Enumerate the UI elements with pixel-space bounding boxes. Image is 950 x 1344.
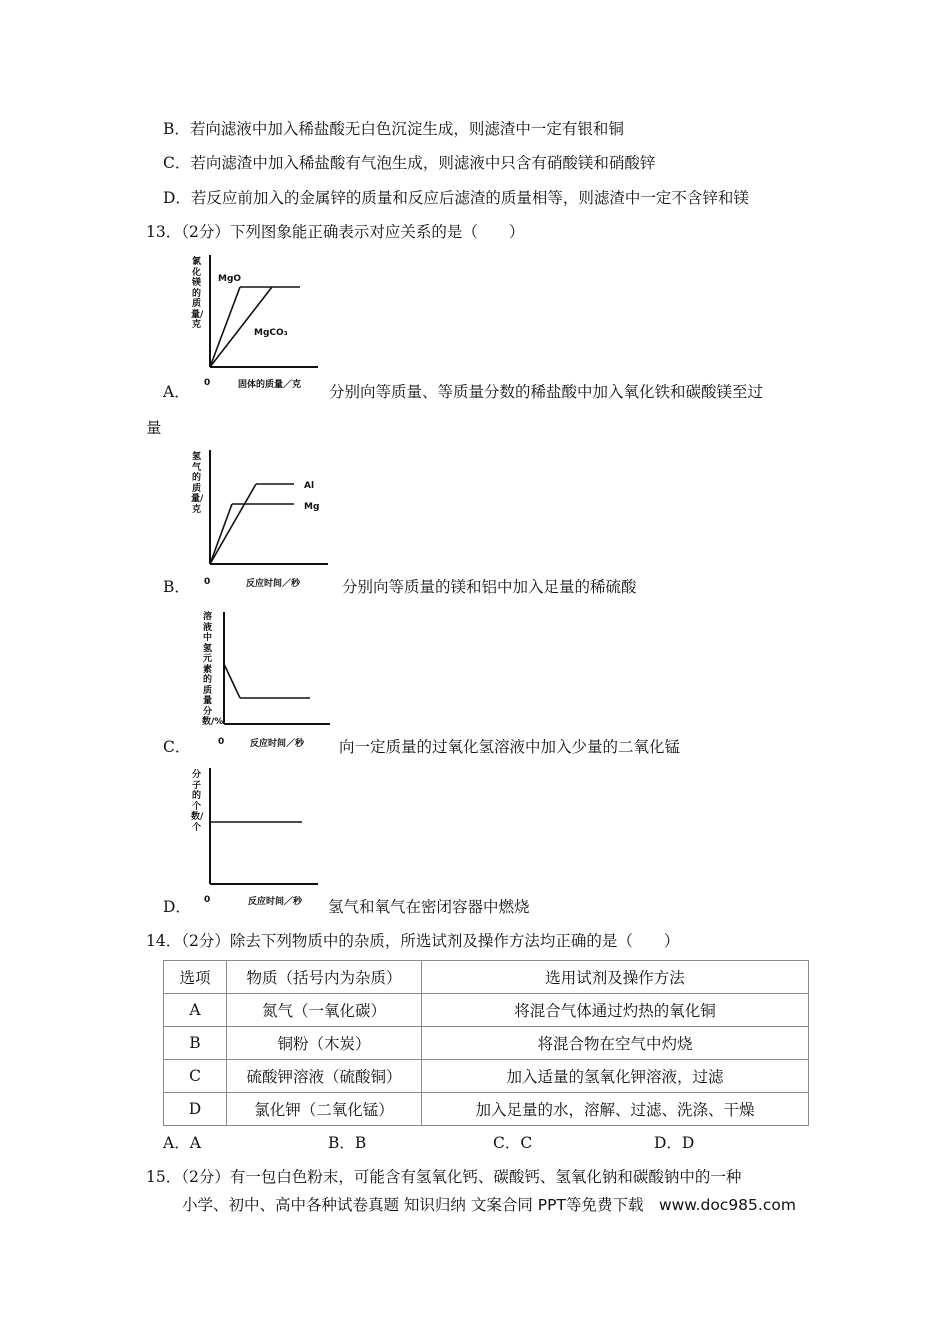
graph-b-xlabel: 反应时间／秒 [246,579,301,589]
q12-option-b: B．若向滤液中加入稀盐酸无白色沉淀生成，则滤渣中一定有银和铜 [163,120,624,138]
q13-option-a-text-cont: 量 [146,419,162,437]
q13-option-c-text: 向一定质量的过氧化氢溶液中加入少量的二氧化锰 [339,738,681,756]
table-header-row [164,961,809,994]
table-cell: 将混合气体通过灼热的氧化铜 [422,994,809,1027]
page-footer: 小学、初中、高中各种试卷真题 知识归纳 文案合同 PPT等免费下载 www.doc985.com [182,1196,796,1214]
q12-option-d: D．若反应前加入的金属锌的质量和反应后滤渣的质量相等，则滤渣中一定不含锌和镁 [163,189,749,207]
graph-a-xlabel: 固体的质量／克 [238,380,302,390]
graph-a-svg [190,255,330,395]
table-row [164,994,809,1027]
graph-a-label-mgco3: MgCO₃ [254,328,288,338]
q15-stem: 15．（2分）有一包白色粉末，可能含有氢氧化钙、碳酸钙、氢氧化钠和碳酸钠中的一种 [146,1168,742,1186]
graph-b-label-al: Al [304,481,315,491]
q13-graph-a [190,255,330,395]
table-cell: 氮气（一氧化碳） [227,994,422,1027]
graph-a-label-mgo: MgO [218,274,242,284]
table-cell: 铜粉（木炭） [227,1027,422,1060]
graph-d-xlabel: 反应时间／秒 [248,897,303,907]
table-cell: 加入适量的氢氧化钾溶液，过滤 [422,1060,809,1093]
q13-graph-b [190,450,340,592]
graph-d-ylabel: 分子的个数/个 [191,770,204,833]
q13-option-d-text: 氢气和氧气在密闭容器中燃烧 [328,898,530,916]
q14-stem: 14．（2分）除去下列物质中的杂质，所选试剂及操作方法均正确的是（ ） [146,932,680,950]
table-row [164,1093,809,1126]
graph-a-ylabel: 氯化镁的质量/克 [191,257,204,330]
table-row [164,1060,809,1093]
table-row [164,1027,809,1060]
q13-option-d-letter: D． [163,898,191,916]
table-cell: 氯化钾（二氧化锰） [227,1093,422,1126]
table-cell: 将混合物在空气中灼烧 [422,1027,809,1060]
q13-graph-d [190,768,330,910]
graph-b-ylabel: 氢气的质量/克 [191,452,204,515]
graph-c-ylabel: 溶液中氢元素的质量分数/% [202,612,224,727]
graph-c-svg [202,612,342,750]
q13-option-c-letter: C． [163,738,191,756]
q13-option-b-letter: B． [163,578,190,596]
table-cell: B [164,1027,227,1060]
table-cell: D [164,1093,227,1126]
q13-stem: 13．（2分）下列图象能正确表示对应关系的是（ ） [146,223,525,241]
q14-answer-a: A．A [163,1134,201,1152]
q13-option-a-letter: A． [163,383,190,401]
q14-answer-c: C．C [493,1134,533,1152]
q14-options-table [163,960,809,1126]
graph-d-svg [190,768,330,910]
q14-answer-b: B．B [328,1134,367,1152]
graph-d-origin: 0 [204,895,211,905]
table-header-cell: 选项 [164,961,227,994]
q12-option-c: C．若向滤渣中加入稀盐酸有气泡生成，则滤液中只含有硝酸镁和硝酸锌 [163,154,656,172]
graph-a-origin: 0 [204,378,211,388]
graph-b-svg [190,450,340,592]
table-cell: C [164,1060,227,1093]
q13-option-b-text: 分别向等质量的镁和铝中加入足量的稀硫酸 [342,578,637,596]
q13-option-a-text: 分别向等质量、等质量分数的稀盐酸中加入氧化铁和碳酸镁至过 [329,383,764,401]
table-header-cell: 物质（括号内为杂质） [227,961,422,994]
table-cell: 硫酸钾溶液（硫酸铜） [227,1060,422,1093]
graph-b-origin: 0 [204,577,211,587]
q13-graph-c [202,612,342,750]
graph-c-xlabel: 反应时间／秒 [250,739,305,749]
graph-c-origin: 0 [218,737,225,747]
table-cell: 加入足量的水，溶解、过滤、洗涤、干燥 [422,1093,809,1126]
graph-b-label-mg: Mg [304,502,320,512]
table-cell: A [164,994,227,1027]
table-header-cell: 选用试剂及操作方法 [422,961,809,994]
q14-answer-d: D．D [654,1134,695,1152]
